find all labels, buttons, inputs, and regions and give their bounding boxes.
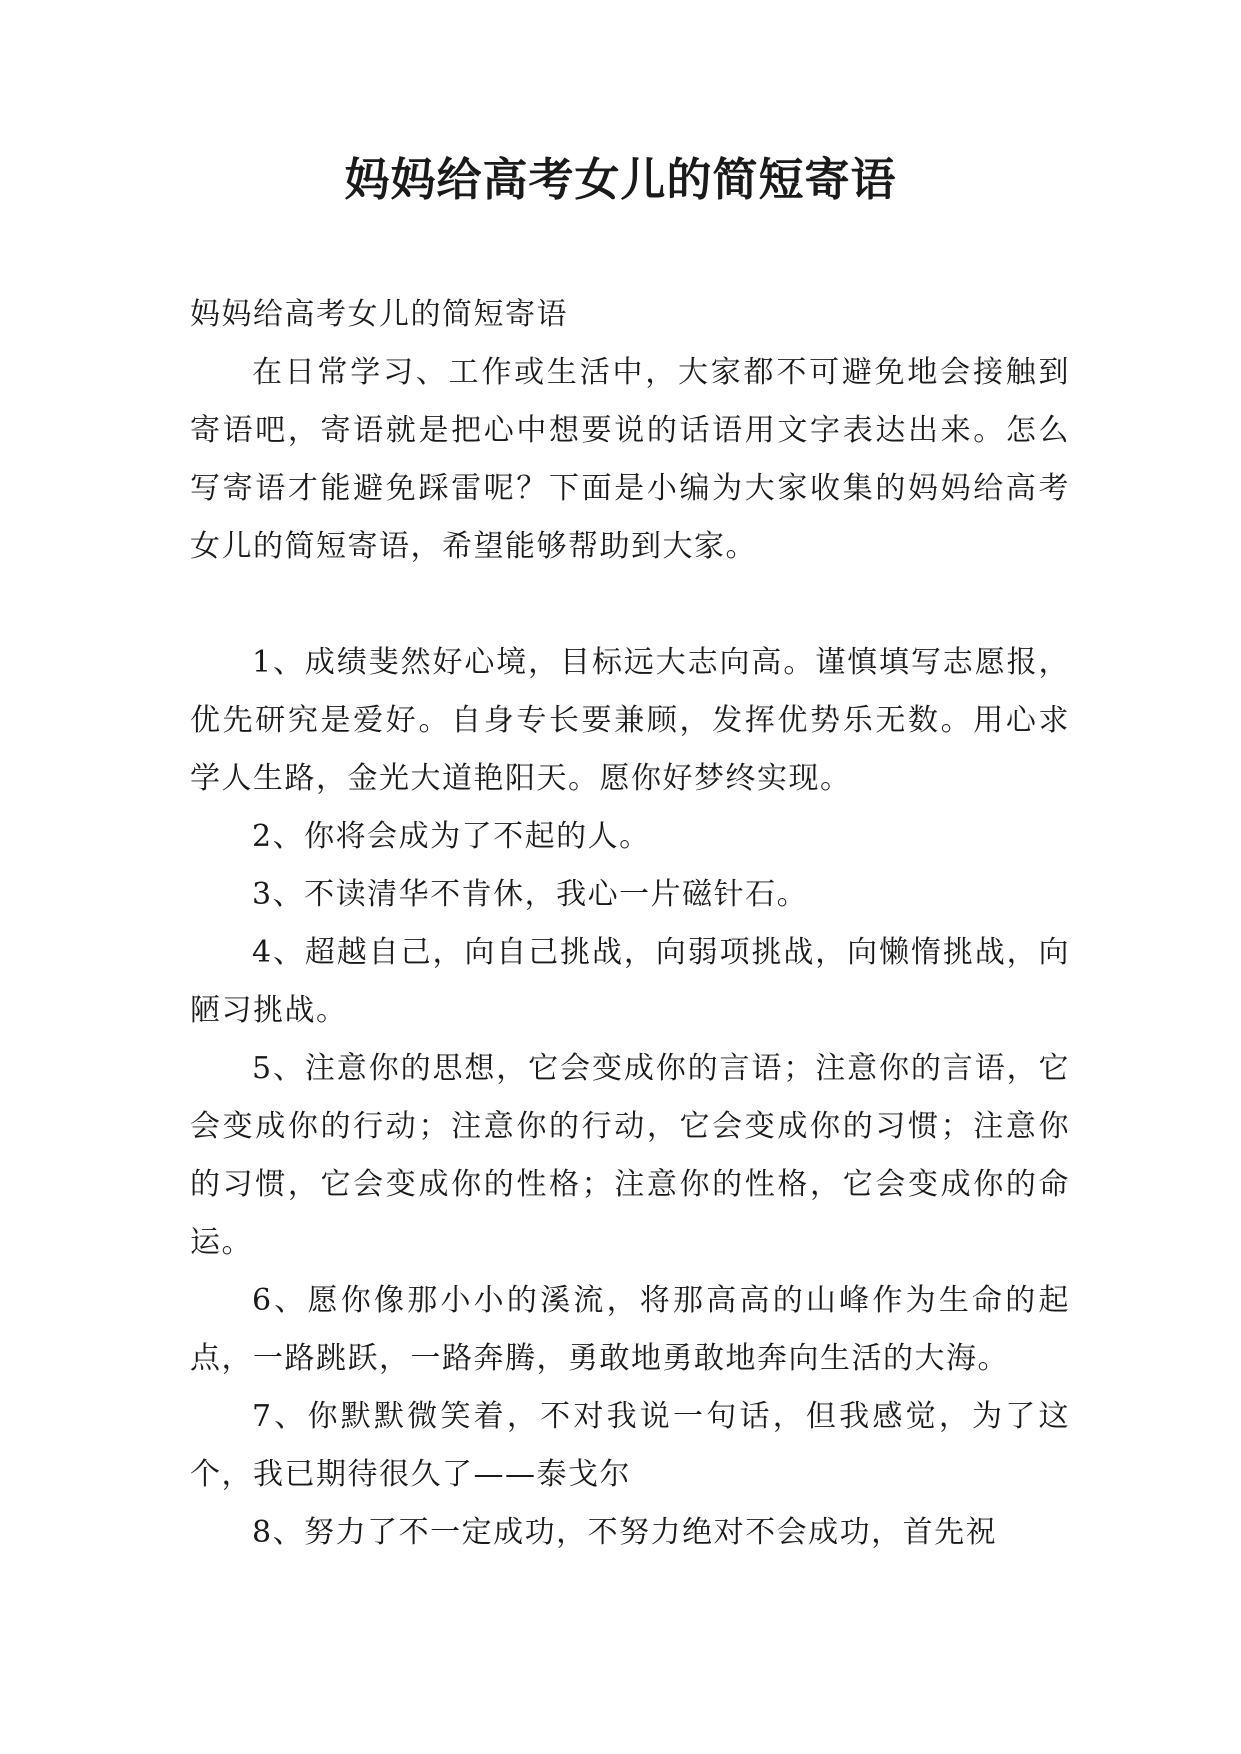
- subtitle-line: 妈妈给高考女儿的简短寄语: [190, 297, 568, 332]
- page-title: 妈妈给高考女儿的简短寄语: [344, 153, 897, 206]
- paragraph-spacer: [190, 576, 1070, 634]
- list-item: 5、注意你的思想，它会变成你的言语；注意你的言语，它会变成你的行动；注意你的行动，它会变成你的习惯；注意你的习惯，它会变成你的性格；注意你的性格，它会变成你的命运。: [190, 1051, 1070, 1260]
- list-item: 3、不读清华不肯休，我心一片磁针石。: [252, 877, 809, 912]
- list-item: 2、你将会成为了不起的人。: [252, 819, 651, 854]
- list-item: 6、愿你像那小小的溪流，将那高高的山峰作为生命的起点，一路跳跃，一路奔腾，勇敢地勇敢地奔向生活的大海。: [190, 1283, 1070, 1376]
- document-body: [190, 286, 1070, 1562]
- list-item: 8、努力了不一定成功，不努力绝对不会成功，首先祝: [252, 1515, 998, 1550]
- intro-paragraph: 在日常学习、工作或生活中，大家都不可避免地会接触到寄语吧，寄语就是把心中想要说的话语用文字表达出来。怎么写寄语才能避免踩雷呢？下面是小编为大家收集的妈妈给高考女儿的简短寄语，希望能够帮助到大家。: [190, 355, 1070, 564]
- list-item: 4、超越自己，向自己挑战，向弱项挑战，向懒惰挑战，向陋习挑战。: [190, 935, 1070, 1028]
- list-item: 1、成绩斐然好心境，目标远大志向高。谨慎填写志愿报，优先研究是爱好。自身专长要兼顾，发挥优势乐无数。用心求学人生路，金光大道艳阳天。愿你好梦终实现。: [190, 645, 1070, 796]
- list-item: 7、你默默微笑着，不对我说一句话，但我感觉，为了这个，我已期待很久了——泰戈尔: [190, 1399, 1070, 1492]
